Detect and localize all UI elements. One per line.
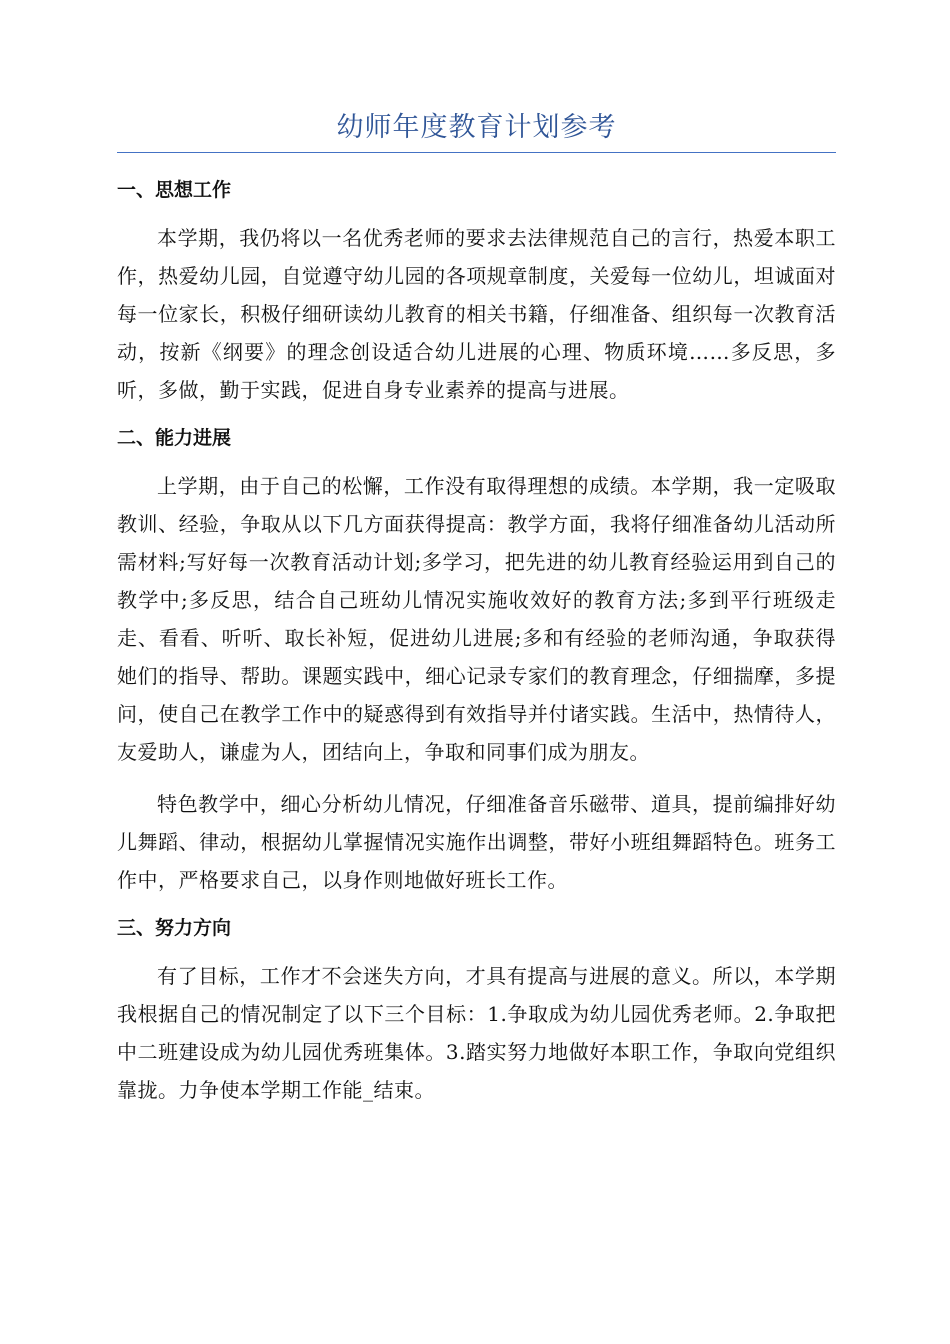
paragraph: 本学期，我仍将以一名优秀老师的要求去法律规范自己的言行，热爱本职工作，热爱幼儿园，自觉遵守幼儿园的各项规章制度，关爱每一位幼儿，坦诚面对每一位家长，积极仔细研读幼儿教育的相关书籍，仔细准备、组织每一次教育活动，按新《纲要》的理念创设适合幼儿进展的心理、物质环境……多反思，多听，多做，勤于实践，促进自身专业素养的提高与进展。: [117, 226, 836, 402]
title-underline: [117, 152, 836, 153]
page-title: 幼师年度教育计划参考: [336, 112, 617, 143]
paragraph: 有了目标，工作才不会迷失方向，才具有提高与进展的意义。所以，本学期我根据自己的情况制定了以下三个目标：1.争取成为幼儿园优秀老师。2.争取把中二班建设成为幼儿园优秀班集体。3.踏实努力地做好本职工作，争取向党组织靠拢。力争使本学期工作能_结束。: [117, 964, 836, 1102]
section-heading: 三、努力方向: [117, 917, 232, 939]
section-thought-work: [117, 175, 836, 409]
document-page: [117, 108, 836, 1123]
section-heading: 一、思想工作: [117, 179, 232, 201]
paragraph: 特色教学中，细心分析幼儿情况，仔细准备音乐磁带、道具，提前编排好幼儿舞蹈、律动，根据幼儿掌握情况实施作出调整，带好小班组舞蹈特色。班务工作中，严格要求自己，以身作则地做好班长工作。: [117, 792, 836, 892]
section-heading: 二、能力进展: [117, 427, 232, 449]
paragraph: 上学期，由于自己的松懈，工作没有取得理想的成绩。本学期，我一定吸取教训、经验，争取从以下几方面获得提高：教学方面，我将仔细准备幼儿活动所需材料;写好每一次教育活动计划;多学习，把先进的幼儿教育经验运用到自己的教学中;多反思，结合自己班幼儿情况实施收效好的教育方法;多到平行班级走走、看看、听听、取长补短，促进幼儿进展;多和有经验的老师沟通，争取获得她们的指导、帮助。课题实践中，细心记录专家们的教育理念，仔细揣摩，多提问，使自己在教学工作中的疑惑得到有效指导并付诸实践。生活中，热情待人，友爱助人，谦虚为人，团结向上，争取和同事们成为朋友。: [117, 474, 836, 764]
section-effort-direction: [117, 913, 836, 1109]
section-ability-development: [117, 423, 836, 899]
